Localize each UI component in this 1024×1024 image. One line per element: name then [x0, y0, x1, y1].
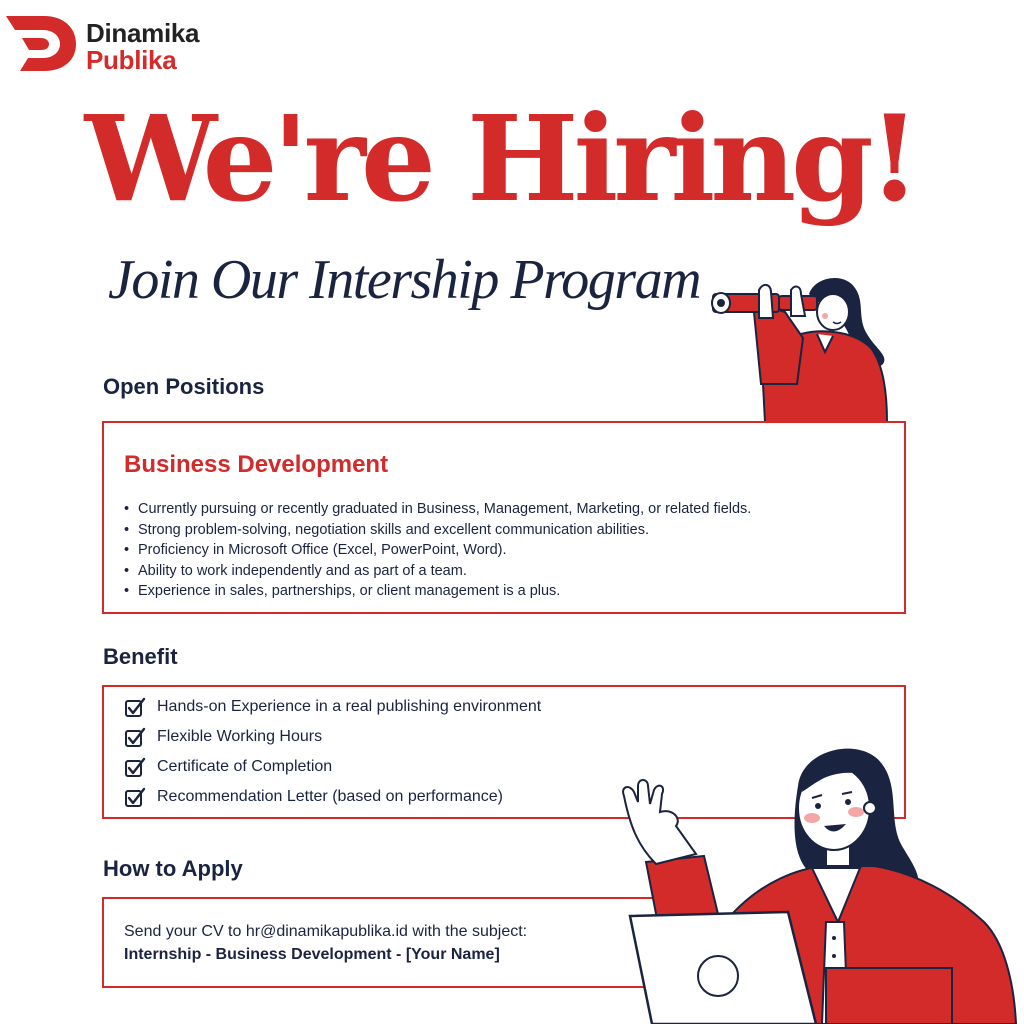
brand-name-line2: Publika	[86, 45, 177, 75]
apply-subject: Internship - Business Development - [Your Name]	[124, 946, 500, 963]
checkbox-checked-icon	[124, 787, 146, 809]
woman-waving-with-laptop-illustration	[612, 742, 1022, 1024]
requirement-item: • Strong problem-solving, negotiation skills and excellent communication abilities.	[138, 520, 751, 541]
woman-with-telescope-illustration	[705, 272, 905, 424]
brand-name-line1: Dinamika	[86, 18, 200, 48]
benefit-text: Flexible Working Hours	[157, 728, 323, 745]
requirement-item: • Experience in sales, partnerships, or client management is a plus.	[138, 581, 751, 602]
how-to-apply-heading: How to Apply	[103, 856, 243, 881]
position-title: Business Development	[124, 451, 389, 478]
apply-card	[102, 897, 662, 988]
benefit-heading: Benefit	[103, 644, 178, 669]
requirement-item: • Proficiency in Microsoft Office (Excel, PowerPoint, Word).	[138, 540, 751, 561]
brand-logo	[6, 14, 206, 74]
benefit-text: Recommendation Letter (based on performance)	[157, 788, 503, 805]
subheadline: Join Our Intership Program	[108, 249, 701, 311]
checkbox-checked-icon	[124, 697, 146, 719]
requirements-list	[138, 499, 751, 602]
requirement-item: • Ability to work independently and as part of a team.	[138, 561, 751, 582]
apply-instructions: Send your CV to hr@dinamikapublika.id with the subject:	[124, 923, 528, 940]
checkbox-checked-icon	[124, 757, 146, 779]
dinamika-publika-logo-icon	[6, 14, 78, 72]
checkbox-checked-icon	[124, 727, 146, 749]
open-positions-heading: Open Positions	[103, 374, 265, 399]
headline: We're Hiring!	[84, 89, 916, 228]
requirement-item: • Currently pursuing or recently graduated in Business, Management, Marketing, or related fields.	[138, 499, 751, 520]
position-card	[102, 421, 906, 614]
benefit-text: Hands-on Experience in a real publishing environment	[157, 698, 542, 715]
benefit-text: Certificate of Completion	[157, 758, 333, 775]
